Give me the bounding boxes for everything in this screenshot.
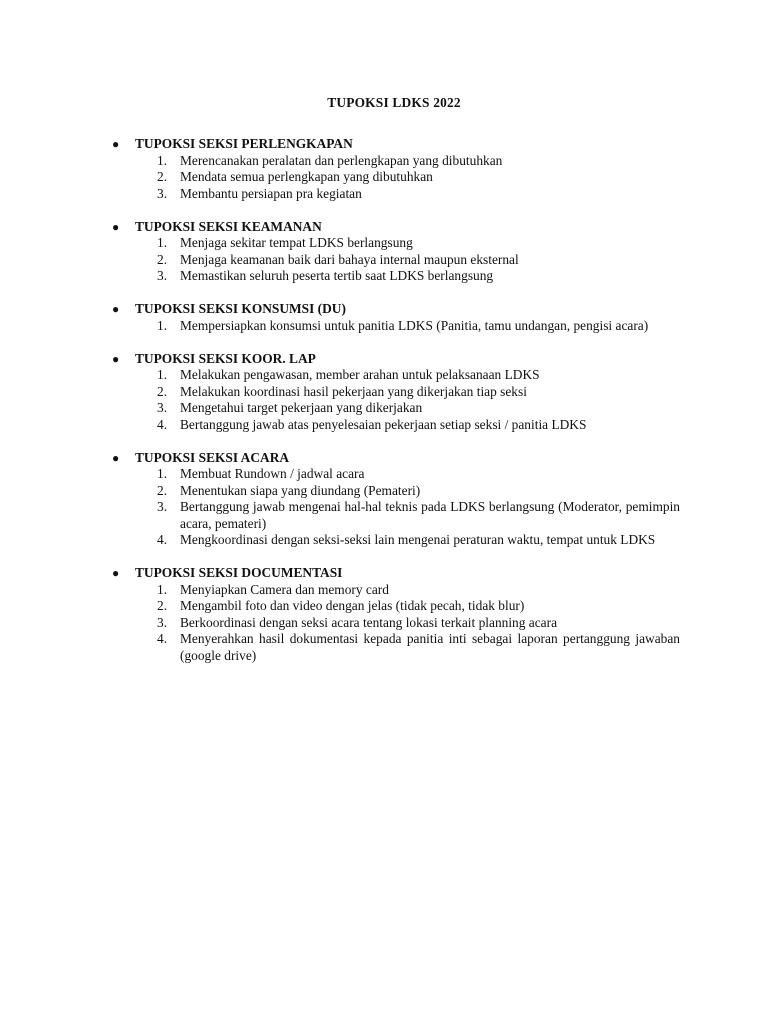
list-item-text: Melakukan pengawasan, member arahan untuk pelaksanaan LDKS <box>180 367 540 382</box>
list-item-number: 3. <box>157 268 168 283</box>
list-item <box>157 169 680 186</box>
list-item-text: Mendata semua perlengkapan yang dibutuhkan <box>180 169 433 184</box>
numbered-list <box>112 153 680 203</box>
list-item <box>157 268 680 285</box>
section-heading-row <box>112 450 680 467</box>
list-item-number: 1. <box>157 581 168 597</box>
list-item-number: 2. <box>157 383 168 399</box>
list-item-text: Merencanakan peralatan dan perlengkapan yang dibutuhkan <box>180 152 503 168</box>
list-item-number: 1. <box>157 317 168 333</box>
list-item <box>157 466 680 483</box>
list-item <box>157 417 680 434</box>
section-heading: TUPOKSI SEKSI KONSUMSI (DU) <box>135 301 346 316</box>
list-item-text: Mempersiapkan konsumsi untuk panitia LDKS (Panitia, tamu undangan, pengisi acara) <box>180 317 649 333</box>
list-item-text: Berkoordinasi dengan seksi acara tentang lokasi terkait planning acara <box>180 614 558 630</box>
section <box>112 351 680 434</box>
section-heading: TUPOKSI SEKSI PERLENGKAPAN <box>135 136 353 151</box>
section-heading-row <box>112 136 680 153</box>
list-item-text: Membuat Rundown / jadwal acara <box>180 466 365 481</box>
list-item <box>157 318 680 335</box>
bullet-icon: ● <box>112 137 120 151</box>
list-item-text: Menyiapkan Camera dan memory card <box>180 581 389 597</box>
section-heading: TUPOKSI SEKSI KOOR. LAP <box>135 350 316 366</box>
list-item <box>157 532 680 549</box>
list-item-number: 3. <box>157 400 168 415</box>
list-item-number: 1. <box>157 367 168 382</box>
list-item <box>157 615 680 632</box>
list-item-text: Bertanggung jawab atas penyelesaian pekerjaan setiap seksi / panitia LDKS <box>180 416 587 432</box>
list-item-number: 2. <box>157 251 168 267</box>
bullet-icon: ● <box>112 351 120 366</box>
list-item-text: Mengetahui target pekerjaan yang dikerjakan <box>180 400 423 415</box>
list-item-number: 1. <box>157 235 168 250</box>
list-item-text: Bertanggung jawab mengenai hal-hal teknis pada LDKS berlangsung (Moderator, pemimpin acara, pemateri) <box>180 499 680 531</box>
section <box>112 136 680 202</box>
list-item <box>157 367 680 384</box>
list-item-text: Menyerahkan hasil dokumentasi kepada panitia inti sebagai laporan pertanggung jawaban (google drive) <box>180 631 680 663</box>
numbered-list <box>112 235 680 285</box>
list-item <box>157 631 680 664</box>
list-item-number: 2. <box>157 598 168 613</box>
list-item-number: 4. <box>157 416 168 432</box>
list-item-text: Menjaga sekitar tempat LDKS berlangsung <box>180 235 413 250</box>
list-item <box>157 582 680 599</box>
section-list <box>112 136 680 681</box>
section-heading-row <box>112 301 680 318</box>
numbered-list <box>112 582 680 665</box>
list-item <box>157 400 680 417</box>
list-item <box>157 483 680 500</box>
section-heading-row <box>112 351 680 368</box>
list-item <box>157 153 680 170</box>
document-title: TUPOKSI LDKS 2022 <box>327 95 461 110</box>
section <box>112 219 680 285</box>
list-item-number: 2. <box>157 169 168 184</box>
section-heading-row <box>112 219 680 236</box>
list-item <box>157 598 680 615</box>
list-item-text: Menjaga keamanan baik dari bahaya internal maupun eksternal <box>180 251 519 267</box>
section-heading: TUPOKSI SEKSI ACARA <box>135 449 290 465</box>
bullet-icon: ● <box>112 566 120 580</box>
list-item <box>157 252 680 269</box>
numbered-list <box>112 466 680 549</box>
numbered-list <box>112 318 680 335</box>
list-item-number: 2. <box>157 482 168 498</box>
list-item-number: 3. <box>157 499 168 514</box>
list-item-number: 3. <box>157 614 168 630</box>
section <box>112 450 680 549</box>
list-item-text: Memastikan seluruh peserta tertib saat LDKS berlangsung <box>180 268 494 283</box>
list-item-text: Membantu persiapan pra kegiatan <box>180 185 362 201</box>
section <box>112 565 680 664</box>
section <box>112 301 680 334</box>
list-item-text: Mengkoordinasi dengan seksi-seksi lain mengenai peraturan waktu, tempat untuk LDKS <box>180 532 656 547</box>
list-item-number: 1. <box>157 466 168 481</box>
numbered-list <box>112 367 680 433</box>
list-item <box>157 186 680 203</box>
list-item-number: 1. <box>157 152 168 168</box>
section-heading: TUPOKSI SEKSI DOCUMENTASI <box>135 565 343 580</box>
list-item-number: 4. <box>157 532 168 547</box>
list-item-number: 3. <box>157 185 168 201</box>
list-item-text: Melakukan koordinasi hasil pekerjaan yang dikerjakan tiap seksi <box>180 383 527 399</box>
bullet-icon: ● <box>112 450 120 465</box>
bullet-icon: ● <box>112 219 120 234</box>
bullet-icon: ● <box>112 302 120 316</box>
list-item-text: Mengambil foto dan video dengan jelas (tidak pecah, tidak blur) <box>180 598 525 613</box>
list-item <box>157 235 680 252</box>
list-item-text: Menentukan siapa yang diundang (Pemateri) <box>180 482 421 498</box>
list-item <box>157 499 680 532</box>
list-item <box>157 384 680 401</box>
section-heading-row <box>112 565 680 582</box>
section-heading: TUPOKSI SEKSI KEAMANAN <box>135 218 322 234</box>
list-item-number: 4. <box>157 631 168 646</box>
